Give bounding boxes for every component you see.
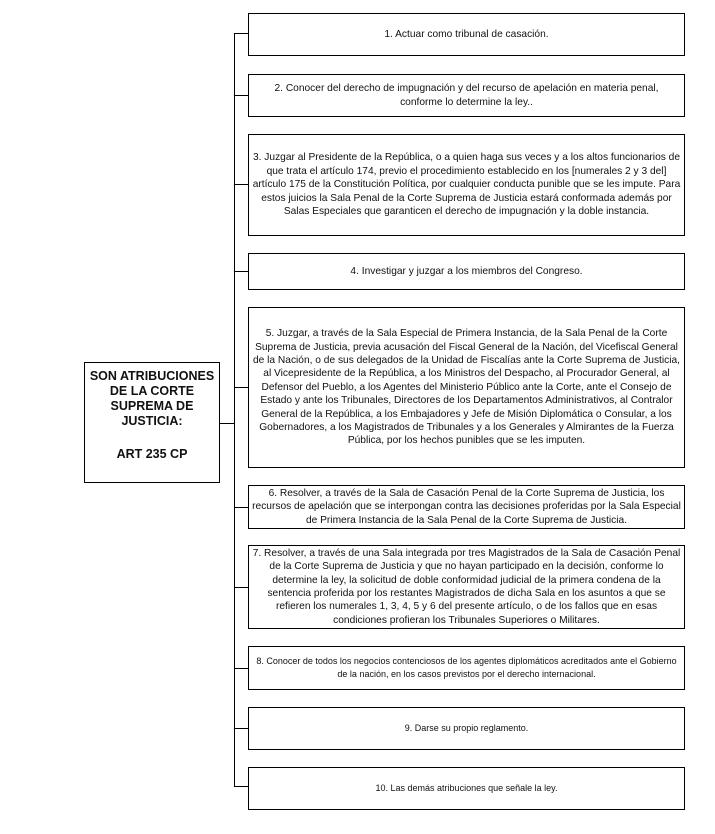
- attribution-box-1: 1. Actuar como tribunal de casación.: [248, 13, 685, 56]
- root-article: ART 235 CP: [116, 447, 188, 461]
- connector-5: [234, 387, 248, 388]
- connector-8: [234, 668, 248, 669]
- connector-1: [234, 33, 248, 34]
- connector-2: [234, 95, 248, 96]
- connector-4: [234, 271, 248, 272]
- connector-7: [234, 587, 248, 588]
- attribution-box-4: 4. Investigar y juzgar a los miembros del Congreso.: [248, 253, 685, 290]
- spine-line: [234, 33, 235, 786]
- connector-3: [234, 184, 248, 185]
- connector-10: [234, 786, 248, 787]
- attribution-box-3: 3. Juzgar al Presidente de la República, o a quien haga sus veces y a los altos funcionarios de que trata el artículo 174, previo el procedimiento establecido en los [numerales 2 y 3 del] artículo 175 de la Constitución Política, por cualquier conducta punible que se les impute. Para estos juicios la Sala Penal de la Corte Suprema de Justicia estará conformada además por Salas Especiales que garanticen el derecho de impugnación y la doble instancia.: [248, 134, 685, 236]
- attribution-box-10: 10. Las demás atribuciones que señale la ley.: [248, 767, 685, 810]
- attribution-box-9: 9. Darse su propio reglamento.: [248, 707, 685, 750]
- connector-6: [234, 507, 248, 508]
- attribution-box-6: 6. Resolver, a través de la Sala de Casación Penal de la Corte Suprema de Justicia, los recursos de apelación que se interpongan contra las decisiones proferidas por la Sala Especial de Primera Instancia de la Sala Penal de la Corte Suprema de Justicia.: [248, 485, 685, 529]
- attribution-box-8: 8. Conocer de todos los negocios contenciosos de los agentes diplomáticos acreditados ante el Gobierno de la nación, en los casos previstos por el derecho internacional.: [248, 646, 685, 690]
- attribution-box-2: 2. Conocer del derecho de impugnación y del recurso de apelación en materia penal, conforme lo determine la ley..: [248, 74, 685, 117]
- root-title: SON ATRIBUCIONES DE LA CORTE SUPREMA DE JUSTICIA:: [89, 369, 215, 428]
- root-node: [84, 362, 220, 483]
- attribution-box-5: 5. Juzgar, a través de la Sala Especial de Primera Instancia, de la Sala Penal de la Corte Suprema de Justicia, previa acusación del Fiscal General de la Nación, del Vicefiscal General de la Nación, o de sus delegados de la Unidad de Fiscalías ante la Corte Suprema de Justicia, al Vicepresidente de la República, a los Ministros del Despacho, al Procurador General, al Defensor del Pueblo, a los Agentes del Ministerio Público ante la Corte, ante el Consejo de Estado y ante los Tribunales, Directores de los Departamentos Administrativos, al Contralor General de la República, a los Embajadores y Jefe de Misión Diplomática o Consular, a los Gobernadores, a los Magistrados de Tribunales y a los Generales y Almirantes de la Fuerza Pública, por los hechos punibles que se les imputen.: [248, 307, 685, 468]
- attribution-box-7: 7. Resolver, a través de una Sala integrada por tres Magistrados de la Sala de Casación Penal de la Corte Suprema de Justicia y que no hayan participado en la decisión, conforme lo determine la ley, la solicitud de doble conformidad judicial de la primera condena de la sentencia proferida por los restantes Magistrados de dicha Sala en los asuntos a que se refieren los numerales 1, 3, 4, 5 y 6 del presente artículo, o de los fallos que en esas condiciones profieran los Tribunales Superiores o Militares.: [248, 545, 685, 629]
- connector-9: [234, 728, 248, 729]
- root-connector: [220, 423, 234, 424]
